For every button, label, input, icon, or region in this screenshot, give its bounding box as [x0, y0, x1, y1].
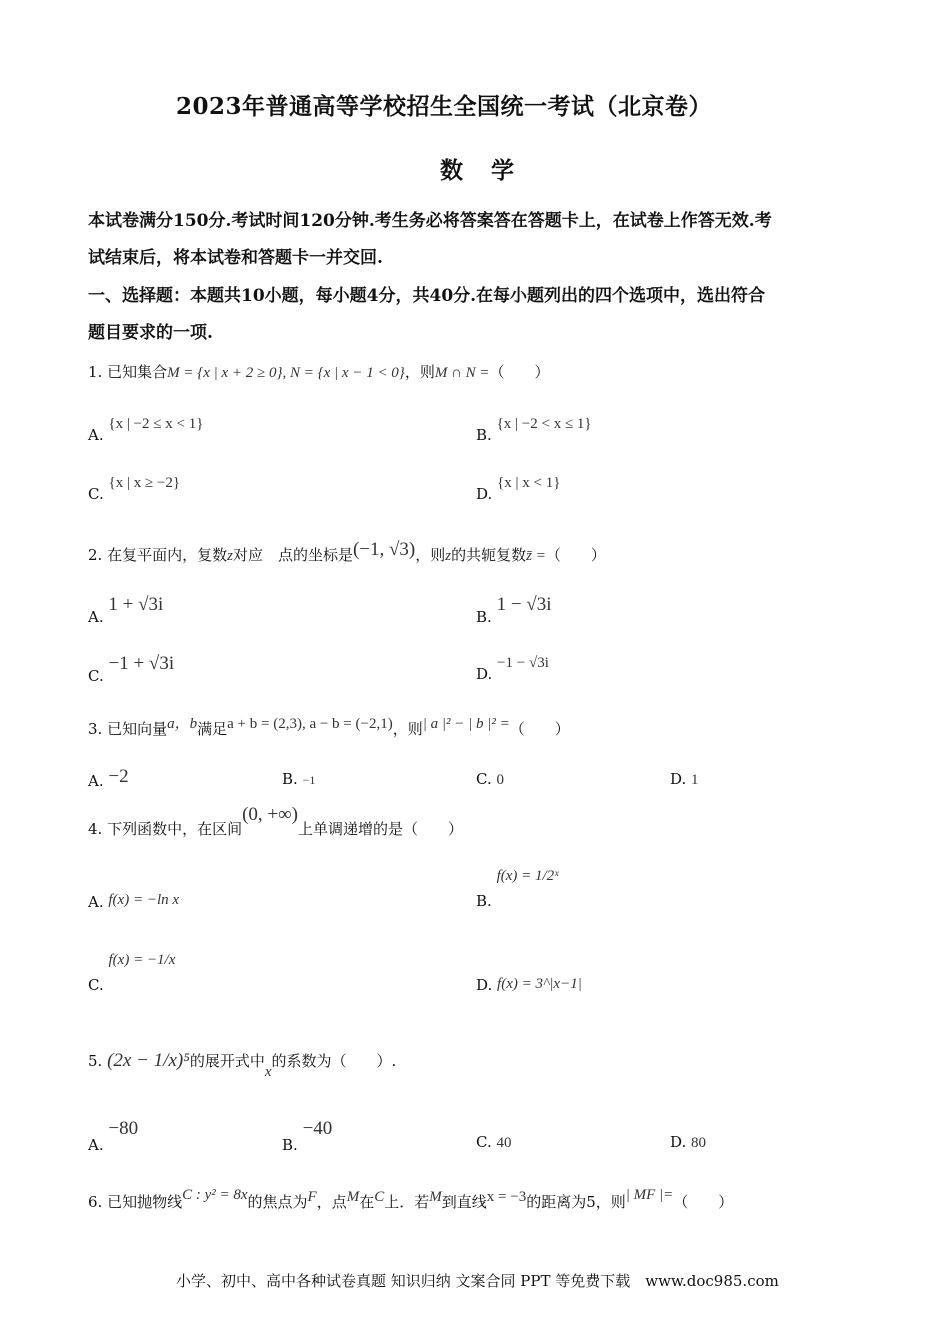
- option-math: 80: [691, 1135, 707, 1151]
- q2-paren: （ ）: [545, 546, 606, 564]
- option-label: C.: [476, 1133, 492, 1151]
- q3-option-a[interactable]: [88, 766, 129, 792]
- option-math: {x | x ≥ −2}: [108, 475, 181, 491]
- option-label: A.: [88, 772, 104, 790]
- question-3: [88, 718, 570, 739]
- q3-mid: 满足: [197, 720, 228, 738]
- q2-option-b[interactable]: [476, 594, 552, 626]
- q1-option-c[interactable]: [88, 473, 181, 503]
- q6-t4: 上．若: [384, 1193, 430, 1211]
- q6-F: F: [307, 1189, 317, 1205]
- q1-prefix: 1. 已知集合: [88, 363, 168, 381]
- q5-mid: 的展开式中: [189, 1052, 265, 1070]
- q3-option-c[interactable]: [476, 770, 504, 789]
- q4-option-a[interactable]: [88, 890, 179, 909]
- option-label: C.: [476, 770, 492, 788]
- option-math: {x | −2 < x ≤ 1}: [496, 416, 592, 432]
- option-math: 1 + √3i: [108, 594, 164, 615]
- q1-then: ，则: [404, 363, 435, 381]
- q6-expr: | MF |=: [625, 1187, 674, 1203]
- option-label: D.: [476, 485, 493, 503]
- option-math: −1 + √3i: [108, 653, 175, 674]
- q2-mid2: 的共轭复数: [451, 546, 527, 564]
- option-label: D.: [476, 665, 493, 683]
- option-label: A.: [88, 893, 104, 911]
- option-math: f(x) = 3^|x−1|: [497, 976, 582, 992]
- option-label: D.: [670, 1133, 687, 1151]
- option-label: B.: [476, 426, 492, 444]
- q3-option-b[interactable]: [282, 770, 315, 788]
- q1-option-b[interactable]: [476, 414, 592, 444]
- option-math: 0: [496, 772, 504, 788]
- option-label: B.: [476, 892, 492, 910]
- q6-t5: 到直线: [441, 1193, 487, 1211]
- q1-paren: （ ）: [489, 363, 550, 381]
- q2-option-c[interactable]: [88, 653, 175, 685]
- q4-option-b[interactable]: [476, 866, 559, 910]
- q6-t1: 的焦点为: [247, 1193, 308, 1211]
- q2-mid: 对应 点的坐标是: [232, 546, 353, 564]
- question-2: [88, 539, 606, 566]
- question-5: [88, 1050, 397, 1080]
- option-label: B.: [476, 608, 492, 626]
- option-label: C.: [88, 976, 104, 994]
- q5-x: x: [264, 1064, 272, 1080]
- option-math: −1 − √3i: [497, 655, 549, 671]
- q2-option-a[interactable]: [88, 594, 164, 626]
- q3-paren: （ ）: [509, 720, 570, 738]
- q1-sets: M = {x | x + 2 ≥ 0}, N = {x | x − 1 < 0}: [167, 365, 405, 381]
- option-math: −2: [108, 766, 129, 787]
- q6-M2: M: [429, 1189, 442, 1205]
- q1-option-d[interactable]: [476, 473, 561, 503]
- subject-title: 数学: [440, 157, 542, 184]
- q3-expr: | a |² − | b |² =: [422, 716, 510, 732]
- question-4: [88, 804, 464, 840]
- q6-line: x = −3: [486, 1189, 527, 1205]
- q5-prefix: 5.: [88, 1052, 103, 1070]
- option-math: {x | −2 ≤ x < 1}: [108, 416, 204, 432]
- option-math: {x | x < 1}: [497, 475, 561, 491]
- instructions-line-2: 试结束后，将本试卷和答题卡一并交回.: [88, 248, 383, 268]
- q5-suffix: 的系数为（ ）.: [271, 1052, 397, 1070]
- q5-option-c[interactable]: [476, 1133, 512, 1152]
- option-label: B.: [282, 770, 298, 788]
- q5-option-d[interactable]: [670, 1133, 706, 1152]
- question-1: [88, 361, 550, 382]
- q3-prefix: 3. 已知向量: [88, 720, 168, 738]
- option-label: D.: [670, 770, 687, 788]
- option-math: f(x) = −1/x: [108, 952, 176, 968]
- option-math: 40: [496, 1135, 512, 1151]
- option-math: −1: [302, 773, 316, 787]
- q2-option-d[interactable]: [476, 653, 549, 683]
- option-math: 1 − √3i: [496, 594, 552, 615]
- q4-suffix: 上单调递增的是（ ）: [298, 820, 464, 838]
- q6-t2: ，点: [316, 1193, 347, 1211]
- q3-cond: a + b = (2,3), a − b = (−2,1): [227, 716, 393, 732]
- option-math: f(x) = 1/2ˣ: [496, 868, 559, 884]
- q5-option-b[interactable]: [282, 1118, 333, 1154]
- instructions-line-1: 本试卷满分150分.考试时间120分钟.考生务必将答案答在答题卡上，在试卷上作答无效.考: [88, 211, 772, 231]
- q5-option-a[interactable]: [88, 1118, 139, 1154]
- q3-vecs: a，b: [167, 716, 198, 732]
- question-6: [88, 1187, 734, 1212]
- option-label: C.: [88, 485, 104, 503]
- q6-curve: C : y² = 8x: [182, 1187, 248, 1203]
- section-heading-line-1: 一、选择题：本题共10小题，每小题4分，共40分.在每小题列出的四个选项中，选出符合: [88, 286, 766, 306]
- q6-prefix: 6. 已知抛物线: [88, 1193, 183, 1211]
- q5-expr: (2x − 1/x)⁵: [107, 1050, 190, 1071]
- q2-z2: z: [445, 548, 452, 564]
- option-label: A.: [88, 608, 104, 626]
- q1-expr: M ∩ N =: [434, 365, 490, 381]
- q2-then: ，则: [415, 546, 446, 564]
- option-math: −40: [302, 1118, 333, 1139]
- option-label: A.: [88, 1136, 104, 1154]
- q4-option-c[interactable]: [88, 950, 176, 994]
- option-label: D.: [476, 976, 493, 994]
- q4-prefix: 4. 下列函数中，在区间: [88, 820, 243, 838]
- q6-t6: 的距离为5，则: [526, 1193, 626, 1211]
- q6-paren: （ ）: [673, 1193, 734, 1211]
- q2-z: z: [227, 548, 233, 564]
- q3-then: ，则: [392, 720, 423, 738]
- option-label: A.: [88, 426, 104, 444]
- q2-prefix: 2. 在复平面内，复数: [88, 546, 228, 564]
- q4-option-d[interactable]: [476, 974, 582, 993]
- q2-zbar: z̄ =: [526, 548, 546, 564]
- q6-M: M: [346, 1189, 360, 1205]
- q1-option-a[interactable]: [88, 414, 204, 444]
- page-footer: 小学、初中、高中各种试卷真题 知识归纳 文案合同 PPT 等免费下载 www.doc985.com: [176, 1272, 779, 1290]
- option-math: 1: [691, 772, 699, 788]
- option-math: −80: [108, 1118, 139, 1139]
- option-label: C.: [88, 667, 104, 685]
- q2-coord: (−1, √3): [352, 539, 416, 560]
- option-math: f(x) = −ln x: [108, 892, 180, 908]
- exam-title: 2023年普通高等学校招生全国统一考试（北京卷）: [176, 93, 713, 120]
- q3-option-d[interactable]: [670, 770, 699, 789]
- q6-t3: 在: [359, 1193, 375, 1211]
- section-heading-line-2: 题目要求的一项.: [88, 323, 213, 343]
- q4-interval: (0, +∞): [242, 804, 299, 825]
- option-label: B.: [282, 1136, 298, 1154]
- q6-C: C: [374, 1189, 385, 1205]
